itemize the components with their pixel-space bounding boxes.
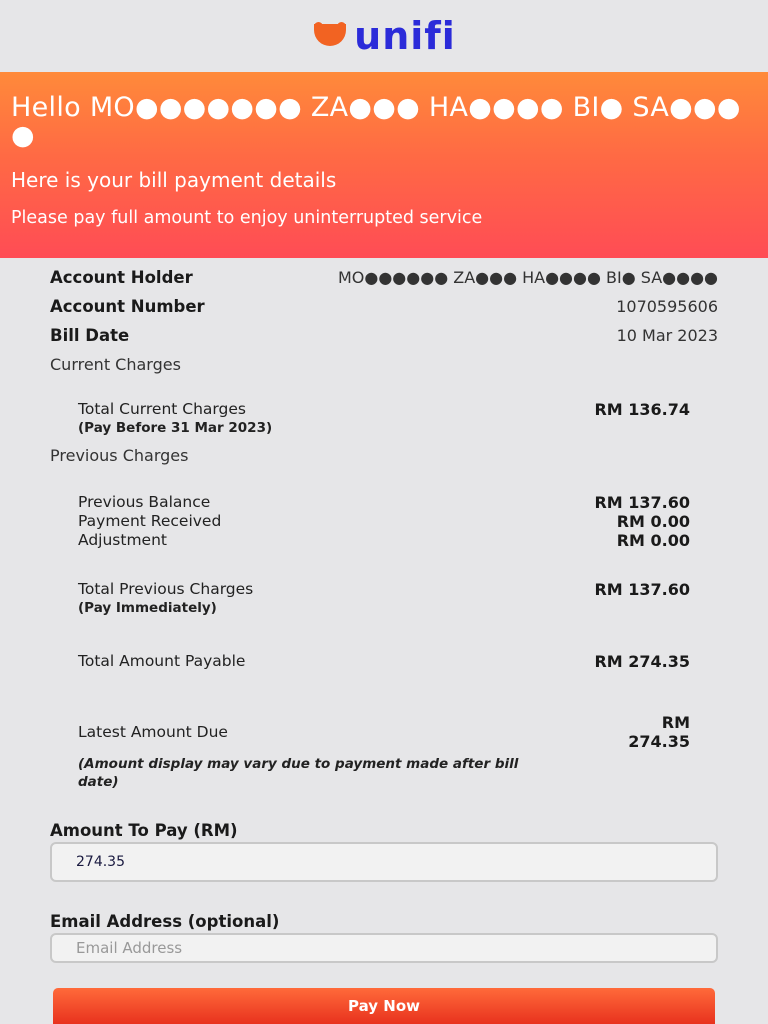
greeting-note: Please pay full amount to enjoy uninterrupted service <box>11 208 483 228</box>
email-address-placeholder: Email Address <box>76 939 183 957</box>
latest-amount-due-amount: 274.35 <box>628 732 690 751</box>
account-holder-label: Account Holder <box>50 268 193 287</box>
total-amount-payable-label: Total Amount Payable <box>78 652 246 670</box>
previous-balance-label: Previous Balance <box>78 493 211 511</box>
total-previous-charges-row <box>50 580 718 616</box>
previous-charges-heading: Previous Charges <box>50 446 189 465</box>
amount-to-pay-value: 274.35 <box>76 854 125 870</box>
account-number-row <box>50 297 718 316</box>
total-current-charges-row <box>50 400 718 436</box>
latest-amount-due-value <box>628 713 690 751</box>
bill-date-row <box>50 326 718 345</box>
bill-details <box>0 268 768 374</box>
latest-amount-due-label: Latest Amount Due <box>78 723 228 741</box>
greeting-subtitle: Here is your bill payment details <box>11 168 337 192</box>
email-address-label: Email Address (optional) <box>50 912 280 931</box>
latest-amount-due-row <box>50 713 718 751</box>
payment-received-value: RM 0.00 <box>616 512 690 531</box>
total-previous-charges-note: (Pay Immediately) <box>78 600 217 616</box>
greeting-banner <box>0 72 768 258</box>
unifi-logo[interactable] <box>312 14 456 58</box>
logo-text: unifi <box>354 14 456 58</box>
total-amount-payable-value: RM 274.35 <box>594 652 690 671</box>
smile-logo-icon <box>312 24 348 48</box>
total-amount-payable-row <box>50 652 718 671</box>
email-address-input[interactable] <box>50 933 718 963</box>
previous-balance-value: RM 137.60 <box>594 493 690 512</box>
amount-to-pay-input[interactable] <box>50 842 718 882</box>
latest-amount-due-note: (Amount display may vary due to payment made after bill date) <box>78 756 519 790</box>
account-holder-row <box>50 268 718 287</box>
bill-date-value: 10 Mar 2023 <box>616 326 718 345</box>
adjustment-label: Adjustment <box>78 531 167 549</box>
total-current-charges-value: RM 136.74 <box>594 400 690 419</box>
bill-date-label: Bill Date <box>50 326 130 345</box>
total-current-charges-note: (Pay Before 31 Mar 2023) <box>78 420 273 436</box>
account-number-label: Account Number <box>50 297 205 316</box>
header-bar <box>0 0 768 72</box>
adjustment-row <box>50 531 718 550</box>
total-current-charges-label: Total Current Charges <box>78 400 246 418</box>
amount-to-pay-label: Amount To Pay (RM) <box>50 821 238 840</box>
greeting-title: Hello MO●●●●●●● ZA●●● HA●●●● BI● SA●●●● <box>11 92 741 151</box>
current-charges-heading: Current Charges <box>50 355 181 374</box>
payment-received-label: Payment Received <box>78 512 222 530</box>
total-previous-charges-value: RM 137.60 <box>594 580 690 599</box>
latest-amount-due-currency: RM <box>661 713 690 732</box>
adjustment-value: RM 0.00 <box>616 531 690 550</box>
payment-received-row <box>50 512 718 531</box>
previous-balance-row <box>50 493 718 512</box>
account-number-value: 1070595606 <box>616 297 718 316</box>
pay-now-button[interactable]: Pay Now <box>53 988 715 1024</box>
total-previous-charges-label: Total Previous Charges <box>78 580 254 598</box>
account-holder-value: MO●●●●●● ZA●●● HA●●●● BI● SA●●●● <box>337 268 718 287</box>
